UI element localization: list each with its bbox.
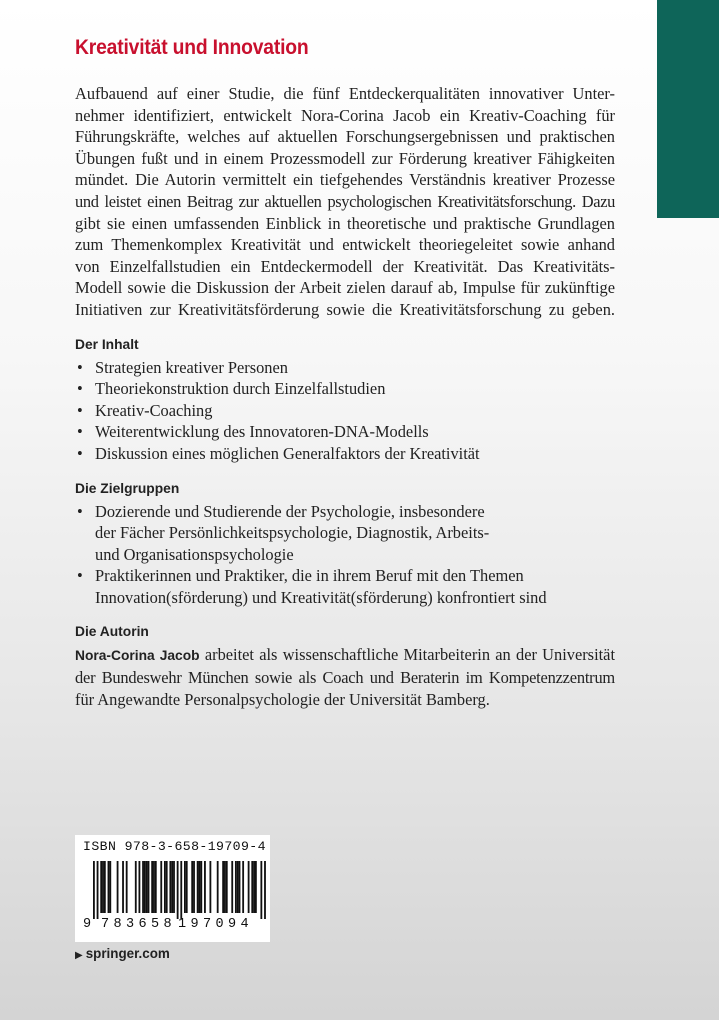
description-line: gibt sie einen umfassenden Einblick in theoretische und praktische Grundlagen (75, 213, 615, 233)
barcode-bar (226, 861, 228, 913)
barcode-bar (260, 861, 262, 919)
book-title: Kreativität und Innovation (75, 36, 309, 59)
description-line: Übungen fußt und in einem Prozessmodell zur Förderung kreativer Fähigkeiten (75, 148, 615, 168)
bullet-icon: • (77, 357, 83, 377)
barcode-bar (184, 861, 186, 913)
author-bio (75, 644, 615, 710)
description-line: und leistet einen Beitrag zur aktuellen psychologischen Kreativitätsforschung. Dazu (75, 191, 615, 211)
author-bio-line: der Bundeswehr München sowie als Coach und Beraterin im Kompetenzzentrum (75, 668, 615, 688)
publisher-link[interactable] (75, 946, 170, 961)
bullet-icon: • (77, 400, 83, 420)
barcode-bar (142, 861, 144, 913)
list-item (75, 501, 615, 566)
barcode-bar (108, 861, 110, 913)
author-bio-line (75, 644, 615, 667)
barcode-bar (231, 861, 233, 913)
bullet-icon: • (77, 379, 83, 399)
list-item (75, 378, 615, 400)
barcode-bar (251, 861, 253, 913)
list-item-text: Strategien kreativer Personen (95, 357, 288, 377)
barcode-bar (135, 861, 137, 913)
section-heading-inhalt: Der Inhalt (75, 336, 139, 352)
author-name: Nora-Corina Jacob (75, 648, 200, 664)
isbn-barcode (75, 835, 270, 942)
section-heading-zielgruppen: Die Zielgruppen (75, 480, 180, 496)
barcode-bar (191, 861, 193, 913)
description-line: nehmer identifiziert, entwickelt Nora-Corina Jacob ein Kreativ-Coaching für (75, 105, 615, 125)
barcode-bar (100, 861, 102, 913)
description-line: zum Themenkomplex Kreativität und entwickelt theoriegeleitet sowie anhand (75, 235, 615, 255)
description-line: von Einzelfallstudien ein Entdeckermodell der Kreativität. Das Kreativitäts- (75, 256, 615, 276)
bullet-icon: • (77, 566, 83, 586)
barcode-bar (126, 861, 128, 913)
barcode-bar (264, 861, 266, 919)
bullet-icon: • (77, 501, 83, 521)
barcode-bar (151, 861, 153, 913)
barcode-bar (104, 861, 106, 913)
description-line: Modell sowie die Diskussion der Arbeit zielen darauf ab, Impulse für zukünftige (75, 278, 615, 298)
barcode-bar (253, 861, 255, 913)
description-line: Aufbauend auf einer Studie, die fünf Entdeckerqualitäten innovativer Unter- (75, 84, 615, 103)
barcode-bar (148, 861, 150, 913)
barcode-bar (199, 861, 201, 913)
bullet-icon: • (77, 443, 83, 463)
barcode-bar (109, 861, 111, 913)
list-item (75, 400, 615, 422)
list-item-text: Weiterentwicklung des Innovatoren-DNA-Modells (95, 422, 429, 442)
barcode-bar (139, 861, 141, 913)
barcode-bar (217, 861, 219, 913)
isbn-label: ISBN 978-3-658-19709-4 (83, 839, 266, 854)
author-bio-text: arbeitet als wissenschaftliche Mitarbeiterin an der Universität (199, 645, 616, 665)
arrow-right-icon: ▶ (75, 950, 83, 961)
publisher-url: springer.com (85, 946, 170, 961)
inhalt-list (75, 357, 615, 465)
barcode-bar (224, 861, 226, 913)
list-item-line: Innovation(sförderung) und Kreativität(sförderung) konfrontiert sind (95, 587, 547, 607)
barcode-bar (204, 861, 206, 913)
list-item-text: Diskussion eines möglichen Generalfaktors der Kreativität (95, 443, 480, 463)
barcode-bar (102, 861, 104, 913)
barcode-bars (79, 861, 266, 919)
barcode-bar (146, 861, 148, 913)
barcode-bar (237, 861, 239, 913)
barcode-bar (153, 861, 155, 913)
barcode-left-group: 783658 (101, 917, 177, 932)
description-line: mündet. Die Autorin vermittelt ein tiefgehendes Verständnis kreativer Prozesse (75, 170, 615, 190)
list-item (75, 565, 615, 608)
barcode-bar (117, 861, 119, 913)
description-line: Führungskräfte, welches auf aktuellen Forschungsergebnissen und praktischen (75, 127, 615, 147)
barcode-bar (177, 861, 179, 919)
barcode-bar (200, 861, 202, 913)
list-item-text: Theoriekonstruktion durch Einzelfallstudien (95, 379, 386, 399)
description-line: Initiativen zur Kreativitätsförderung sowie die Kreativitätsforschung zu geben. (75, 299, 615, 319)
barcode-bar (193, 861, 195, 913)
list-item-line: der Fächer Persönlichkeitspsychologie, Diagnostik, Arbeits- (95, 523, 490, 543)
author-bio-line: für Angewandte Personalpsychologie der Universität Bamberg. (75, 689, 490, 709)
barcode-bar (180, 861, 182, 919)
barcode-bar (166, 861, 168, 913)
list-item (75, 421, 615, 443)
barcode-bar (242, 861, 244, 913)
barcode-bar (160, 861, 162, 913)
barcode-bar (171, 861, 173, 913)
barcode-bar (235, 861, 237, 913)
barcode-bar (169, 861, 171, 913)
zielgruppen-list (75, 501, 615, 609)
barcode-bar (173, 861, 175, 913)
barcode-bar (248, 861, 250, 913)
list-item (75, 443, 615, 465)
list-item-line: Praktikerinnen und Praktiker, die in ihrem Beruf mit den Themen (95, 566, 524, 586)
back-cover-text (75, 36, 615, 710)
barcode-bar (197, 861, 199, 913)
section-heading-autorin: Die Autorin (75, 624, 149, 640)
barcode-bar (186, 861, 188, 913)
barcode-bar (144, 861, 146, 913)
color-tab (657, 0, 719, 218)
barcode-bar (164, 861, 166, 913)
description-paragraph (75, 83, 615, 321)
barcode-bar (239, 861, 241, 913)
barcode-bar (122, 861, 124, 913)
barcode-first-digit: 9 (83, 917, 92, 932)
barcode-bar (93, 861, 95, 919)
list-item (75, 357, 615, 379)
list-item-line: und Organisationspsychologie (95, 544, 294, 564)
barcode-bar (155, 861, 157, 913)
list-item-text: Kreativ-Coaching (95, 400, 213, 420)
barcode-bar (222, 861, 224, 913)
barcode-bar (97, 861, 99, 919)
barcode-bar (255, 861, 257, 913)
barcode-right-group: 197094 (178, 917, 254, 932)
list-item-line: Dozierende und Studierende der Psychologie, insbesondere (95, 501, 485, 521)
barcode-bar (209, 861, 211, 913)
bullet-icon: • (77, 422, 83, 442)
